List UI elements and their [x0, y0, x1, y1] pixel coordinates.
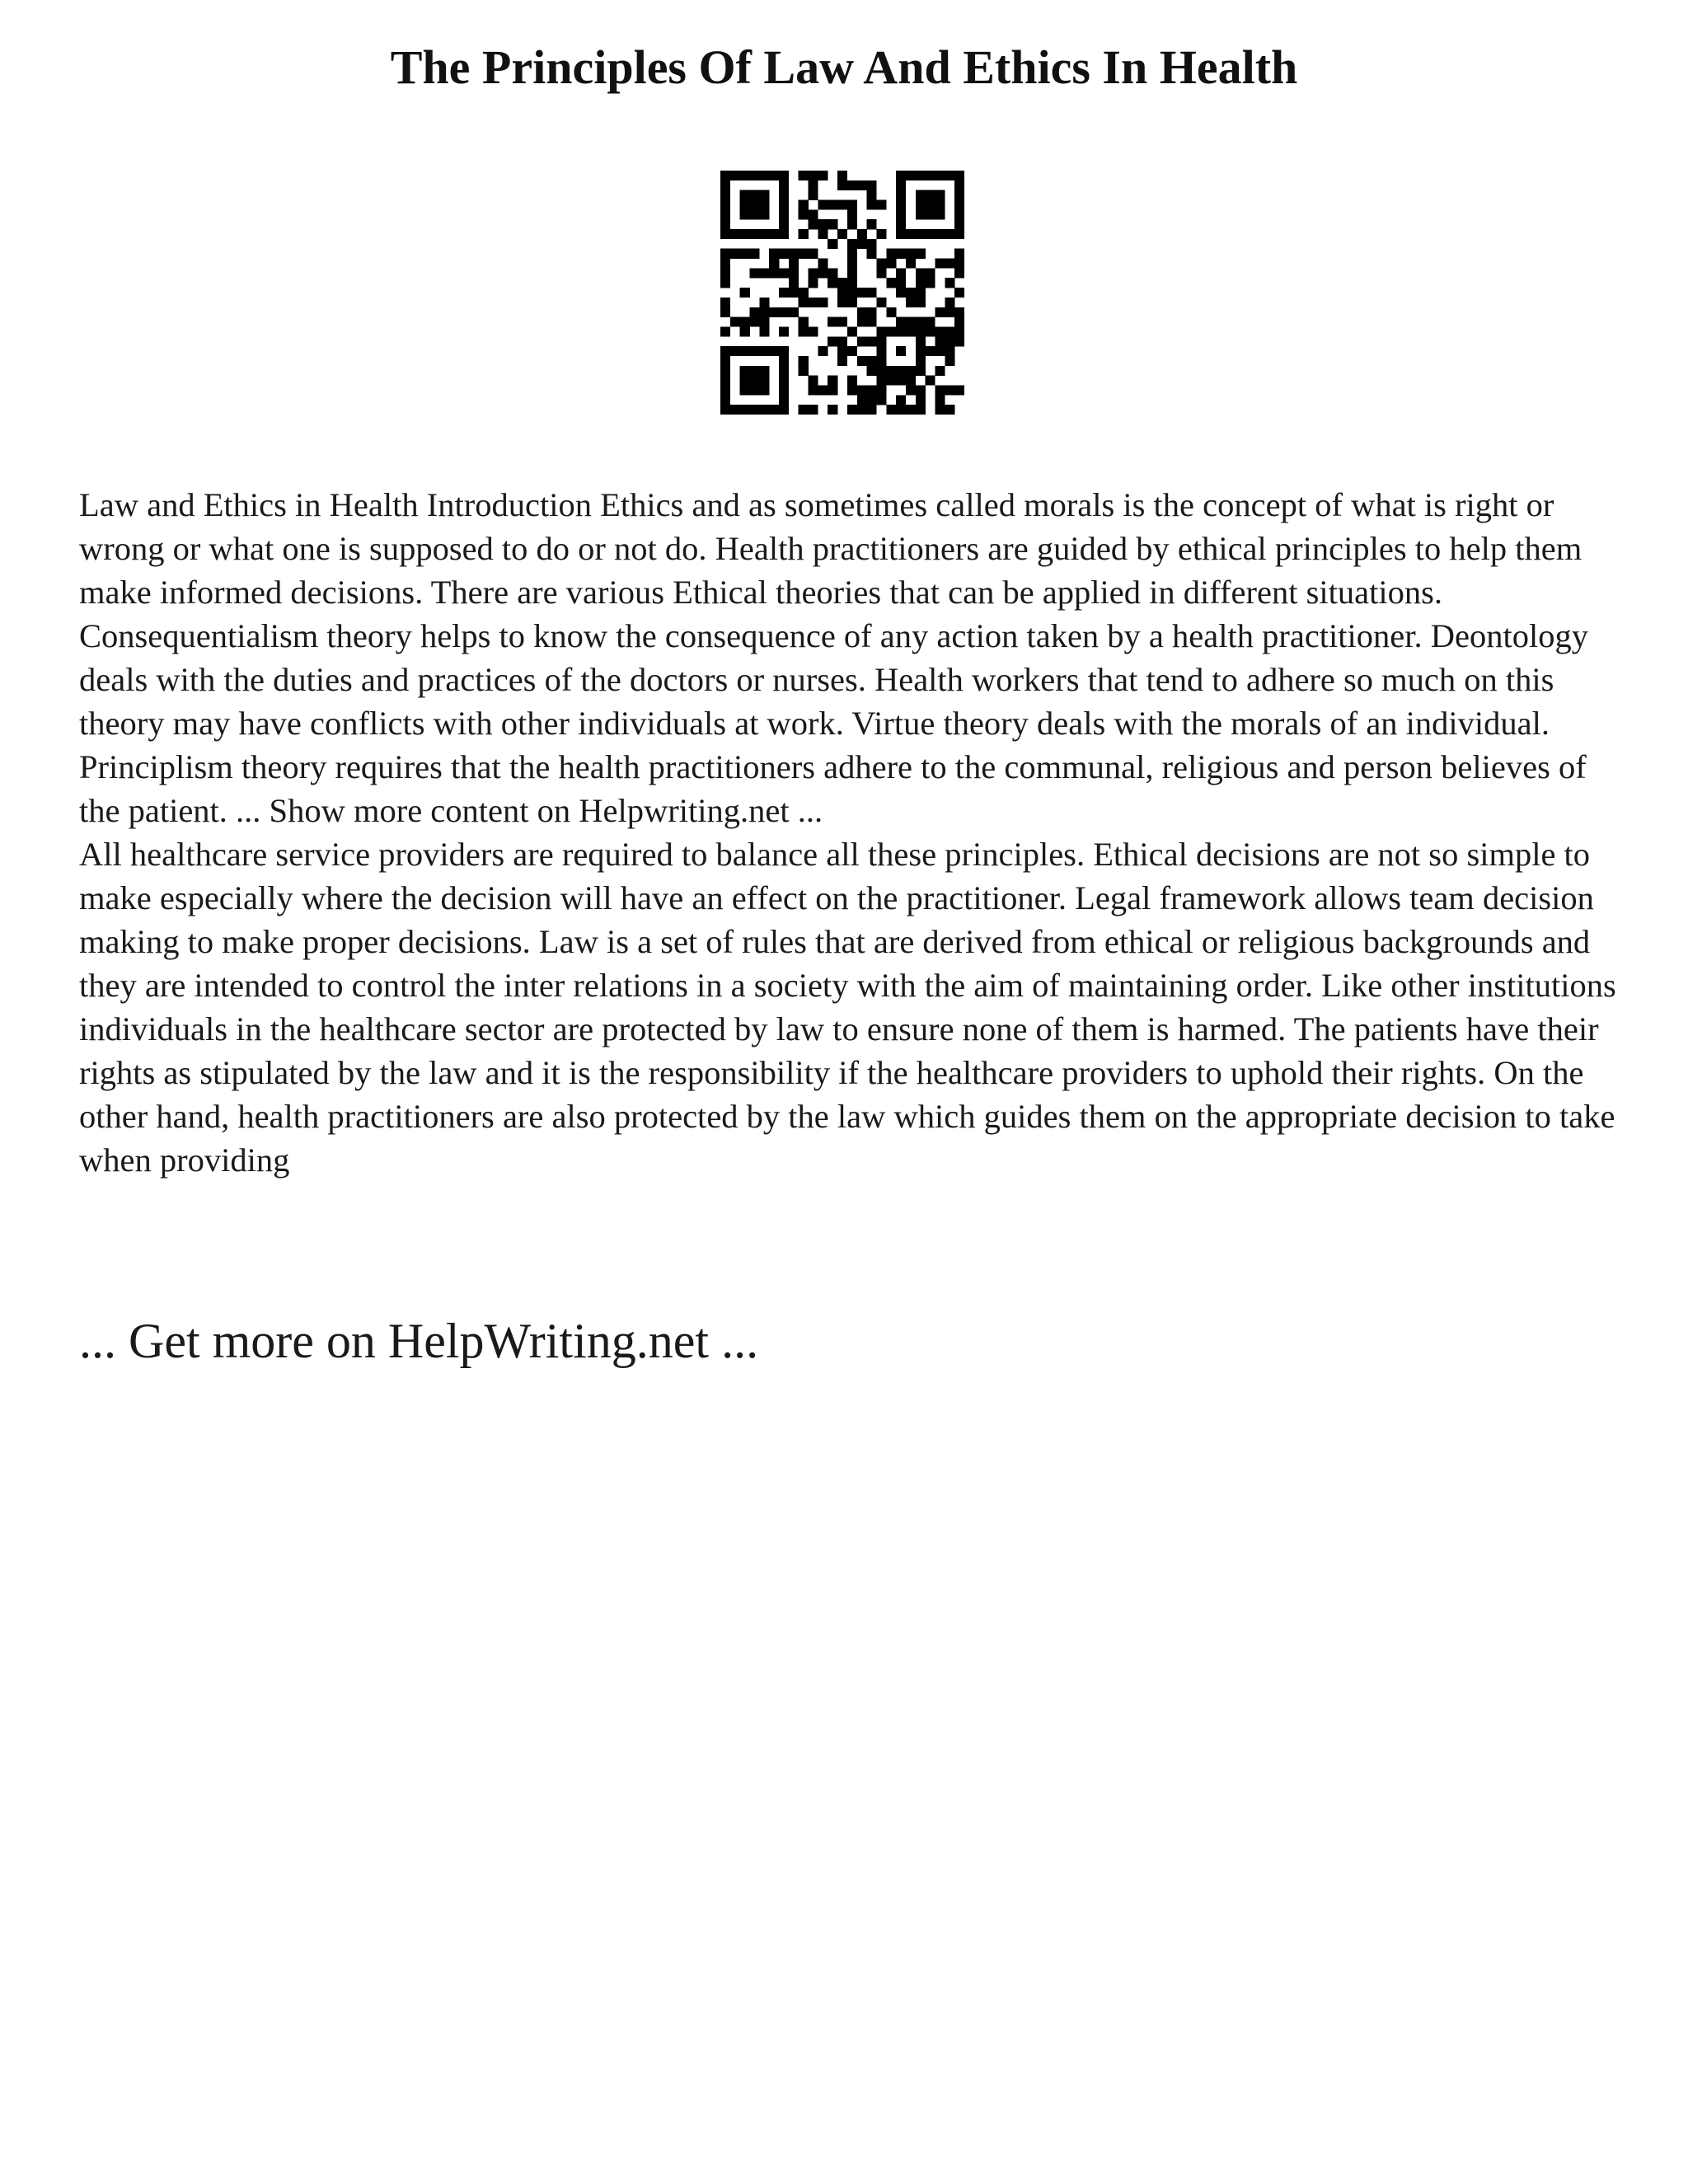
qr-code: [720, 171, 964, 415]
page-title: The Principles Of Law And Ethics In Health: [390, 40, 1298, 94]
get-more-link[interactable]: ... Get more on HelpWriting.net ...: [79, 1314, 759, 1368]
qr-code-icon: [720, 171, 964, 415]
paragraph-introduction: Law and Ethics in Health Introduction Ethics and as sometimes called morals is the concept of what is right or wrong or what one is supposed to do or not do. Health practitioners are guided by ethical principles to help them make informed decisions. There are various Ethical theories that can be applied in different situations. Consequentialism theory helps to know the consequence of any action taken by a health practitioner. Deontology deals with the duties and practices of the doctors or nurses. Health workers that tend to adhere so much on this theory may have conflicts with other individuals at work. Virtue theory deals with the morals of an individual. Principlism theory requires that the health practitioners adhere to the communal, religious and person believes of the patient. ... Show more content on Helpwriting.net ...: [79, 486, 1589, 829]
article-body: [79, 483, 1620, 1182]
paragraph-principles: All healthcare service providers are required to balance all these principles. Ethical decisions are not so simple to make especially where the decision will have an effect on the practitioner. Legal framework allows team decision making to make proper decisions. Law is a set of rules that are derived from ethical or religious backgrounds and they are intended to control the inter relations in a society with the aim of maintaining order. Like other institutions individuals in the healthcare sector are protected by law to ensure none of them is harmed. The patients have their rights as stipulated by the law and it is the responsibility if the healthcare providers to uphold their rights. On the other hand, health practitioners are also protected by the law which guides them on the appropriate decision to take when providing: [79, 836, 1616, 1179]
